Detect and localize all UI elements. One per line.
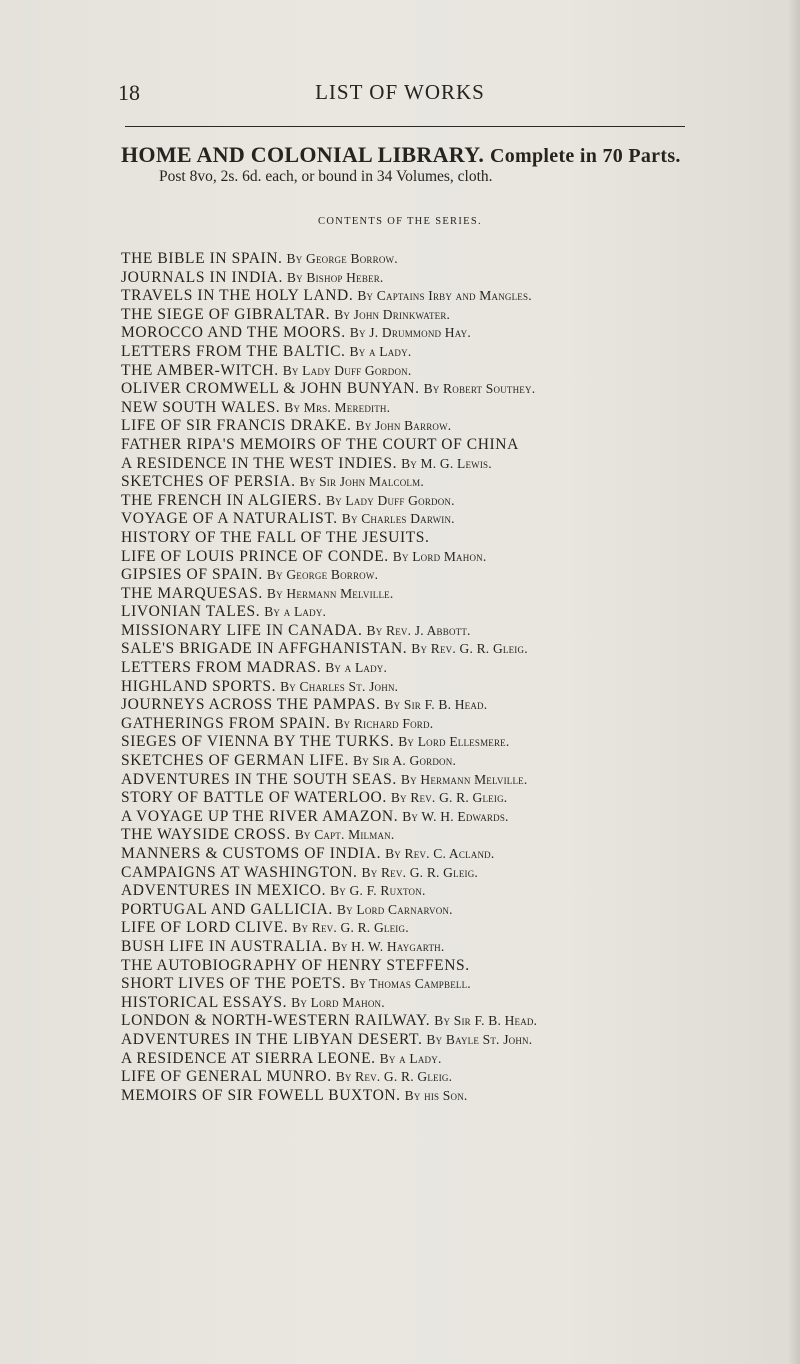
list-item (121, 678, 537, 697)
list-item (121, 975, 537, 994)
entry-title: MISSIONARY LIFE IN CANADA. (121, 621, 363, 639)
entry-title: A RESIDENCE AT SIERRA LEONE. (121, 1049, 376, 1067)
entry-author: By a Lady. (325, 660, 388, 676)
entry-author: By H. W. Haygarth. (331, 938, 445, 954)
entry-title: THE WAYSIDE CROSS. (121, 826, 291, 844)
entry-author: By Lady Duff Gordon. (325, 492, 455, 508)
contents-list (121, 250, 537, 1105)
list-item (121, 696, 537, 715)
entry-title: LETTERS FROM THE BALTIC. (121, 342, 346, 360)
entry-title: A VOYAGE UP THE RIVER AMAZON. (121, 807, 399, 825)
entry-title: ADVENTURES IN THE LIBYAN DESERT. (121, 1030, 423, 1048)
list-item (121, 269, 537, 288)
entry-author: By Bishop Heber. (286, 269, 384, 285)
list-item (121, 901, 537, 920)
list-item (121, 566, 537, 585)
entry-author: By a Lady. (379, 1050, 442, 1066)
list-item (121, 306, 537, 325)
entry-author: By Lord Mahon. (291, 994, 385, 1010)
entry-author: By Richard Ford. (334, 715, 434, 731)
entry-author: By John Barrow. (355, 418, 452, 434)
page-edge-shadow (788, 0, 800, 1364)
entry-title: HISTORICAL ESSAYS. (121, 993, 288, 1011)
list-item (121, 548, 537, 567)
entry-author: By Thomas Campbell. (349, 976, 471, 992)
list-item (121, 436, 537, 455)
entry-author: By Hermann Melville. (266, 585, 394, 601)
entry-author: By Capt. Milman. (294, 827, 395, 843)
entry-title: SHORT LIVES OF THE POETS. (121, 975, 346, 993)
list-item (121, 733, 537, 752)
entry-author: By Rev. J. Abbott. (366, 622, 471, 638)
list-item (121, 1031, 537, 1050)
entry-author: By Robert Southey. (423, 381, 536, 397)
list-item (121, 1068, 537, 1087)
entry-title: A RESIDENCE IN THE WEST INDIES. (121, 454, 398, 472)
entry-author: By George Borrow. (266, 567, 379, 583)
series-complete-note: Complete in 70 Parts. (489, 145, 681, 167)
list-item (121, 882, 537, 901)
entry-author: By Lord Ellesmere. (398, 734, 510, 750)
entry-author: By Hermann Melville. (400, 771, 528, 787)
entry-author: By Rev. C. Acland. (385, 846, 495, 861)
list-item (121, 622, 537, 641)
list-item (121, 324, 537, 343)
entry-author: By Sir A. Gordon. (352, 753, 457, 769)
entry-title: SALE'S BRIGADE IN AFFGHANISTAN. (121, 640, 408, 658)
list-item (121, 771, 537, 790)
header-rule (125, 126, 685, 127)
entry-title: GIPSIES OF SPAIN. (121, 566, 263, 584)
list-item (121, 585, 537, 604)
entry-title: THE AMBER-WITCH. (121, 361, 279, 379)
list-item (121, 938, 537, 957)
entry-author: By John Drinkwater. (334, 306, 451, 322)
entry-title: LIFE OF SIR FRANCIS DRAKE. (121, 417, 352, 435)
entry-title: LIFE OF GENERAL MUNRO. (121, 1068, 332, 1086)
entry-title: LONDON & NORTH-WESTERN RAILWAY. (121, 1012, 431, 1030)
list-item (121, 529, 537, 548)
entry-author: By Sir F. B. Head. (384, 697, 488, 713)
entry-author: By a Lady. (264, 604, 327, 620)
entry-title: SKETCHES OF PERSIA. (121, 473, 296, 491)
list-item (121, 473, 537, 492)
entry-author: By G. F. Ruxton. (330, 883, 426, 899)
entry-title: THE BIBLE IN SPAIN. (121, 250, 283, 267)
entry-title: ADVENTURES IN THE SOUTH SEAS. (121, 770, 397, 788)
list-item (121, 1012, 537, 1031)
list-item (121, 659, 537, 678)
entry-author: By M. G. Lewis. (401, 455, 492, 471)
entry-author: By J. Drummond Hay. (349, 325, 471, 341)
entry-author: By George Borrow. (286, 251, 398, 266)
list-item (121, 492, 537, 511)
list-item (121, 640, 537, 659)
entry-title: HISTORY OF THE FALL OF THE JESUITS. (121, 528, 430, 546)
list-item (121, 287, 537, 306)
entry-title: THE SIEGE OF GIBRALTAR. (121, 305, 331, 323)
list-item (121, 362, 537, 381)
list-item (121, 919, 537, 938)
entry-title: HIGHLAND SPORTS. (121, 677, 277, 695)
entry-title: CAMPAIGNS AT WASHINGTON. (121, 863, 358, 881)
list-item (121, 789, 537, 808)
entry-title: THE FRENCH IN ALGIERS. (121, 491, 322, 509)
entry-author: By Charles St. John. (280, 678, 399, 694)
entry-author: By Lord Mahon. (392, 548, 487, 564)
list-item (121, 957, 537, 976)
entry-author: By Rev. G. R. Gleig. (390, 790, 508, 806)
entry-title: STORY OF BATTLE OF WATERLOO. (121, 789, 387, 807)
list-item (121, 1050, 537, 1069)
entry-author: By his Son. (404, 1087, 468, 1103)
entry-author: By W. H. Edwards. (402, 808, 509, 824)
entry-author: By Sir John Malcolm. (299, 474, 424, 490)
entry-title: BUSH LIFE IN AUSTRALIA. (121, 937, 328, 955)
list-item (121, 250, 537, 269)
entry-title: NEW SOUTH WALES. (121, 398, 281, 416)
entry-title: LETTERS FROM MADRAS. (121, 659, 322, 677)
entry-author: By Rev. G. R. Gleig. (361, 864, 478, 880)
entry-title: LIFE OF LORD CLIVE. (121, 919, 289, 937)
list-item (121, 715, 537, 734)
entry-author: By Lord Carnarvon. (336, 901, 453, 917)
entry-title: JOURNALS IN INDIA. (121, 268, 283, 286)
entry-title: ADVENTURES IN MEXICO. (121, 882, 327, 900)
list-item (121, 994, 537, 1013)
list-item (121, 510, 537, 529)
entry-title: OLIVER CROMWELL & JOHN BUNYAN. (121, 380, 420, 398)
entry-author: By Captains Irby and Mangles. (357, 288, 532, 304)
entry-title: THE AUTOBIOGRAPHY OF HENRY STEFFENS. (121, 956, 470, 974)
entry-title: FATHER RIPA'S MEMOIRS OF THE COURT OF CHINA (121, 435, 519, 453)
entry-title: VOYAGE OF A NATURALIST. (121, 510, 338, 528)
entry-title: MANNERS & CUSTOMS OF INDIA. (121, 845, 382, 862)
contents-heading: CONTENTS OF THE SERIES. (318, 216, 482, 227)
entry-title: SKETCHES OF GERMAN LIFE. (121, 752, 349, 770)
series-title-line (121, 142, 681, 168)
entry-title: SIEGES OF VIENNA BY THE TURKS. (121, 733, 395, 751)
entry-title: GATHERINGS FROM SPAIN. (121, 714, 331, 732)
series-title: HOME AND COLONIAL LIBRARY. (121, 142, 485, 167)
running-head: LIST OF WORKS (315, 80, 485, 104)
list-item (121, 455, 537, 474)
list-item (121, 826, 537, 845)
entry-author: By Bayle St. John. (426, 1031, 533, 1047)
list-item (121, 1087, 537, 1106)
entry-title: LIVONIAN TALES. (121, 603, 261, 621)
entry-author: By Rev. G. R. Gleig. (411, 641, 528, 657)
entry-title: MOROCCO AND THE MOORS. (121, 324, 346, 342)
list-item (121, 603, 537, 622)
entry-title: PORTUGAL AND GALLICIA. (121, 900, 333, 918)
entry-author: By Rev. G. R. Gleig. (335, 1069, 453, 1085)
entry-author: By Lady Duff Gordon. (282, 362, 412, 378)
entry-title: MEMOIRS OF SIR FOWELL BUXTON. (121, 1086, 401, 1104)
list-item (121, 752, 537, 771)
list-item (121, 845, 537, 864)
list-item (121, 380, 537, 399)
list-item (121, 808, 537, 827)
entry-author: By a Lady. (349, 343, 412, 359)
list-item (121, 417, 537, 436)
entry-author: By Sir F. B. Head. (434, 1013, 538, 1029)
entry-title: LIFE OF LOUIS PRINCE OF CONDE. (121, 547, 389, 565)
entry-title: TRAVELS IN THE HOLY LAND. (121, 287, 354, 305)
page-number: 18 (118, 80, 140, 105)
series-subtitle: Post 8vo, 2s. 6d. each, or bound in 34 Volumes, cloth. (159, 168, 493, 185)
entry-author: By Rev. G. R. Gleig. (292, 920, 409, 936)
list-item (121, 864, 537, 883)
entry-author: By Charles Darwin. (341, 511, 455, 527)
list-item (121, 343, 537, 362)
entry-author: By Mrs. Meredith. (284, 399, 391, 415)
entry-title: JOURNEYS ACROSS THE PAMPAS. (121, 696, 381, 714)
entry-title: THE MARQUESAS. (121, 584, 263, 602)
list-item (121, 399, 537, 418)
